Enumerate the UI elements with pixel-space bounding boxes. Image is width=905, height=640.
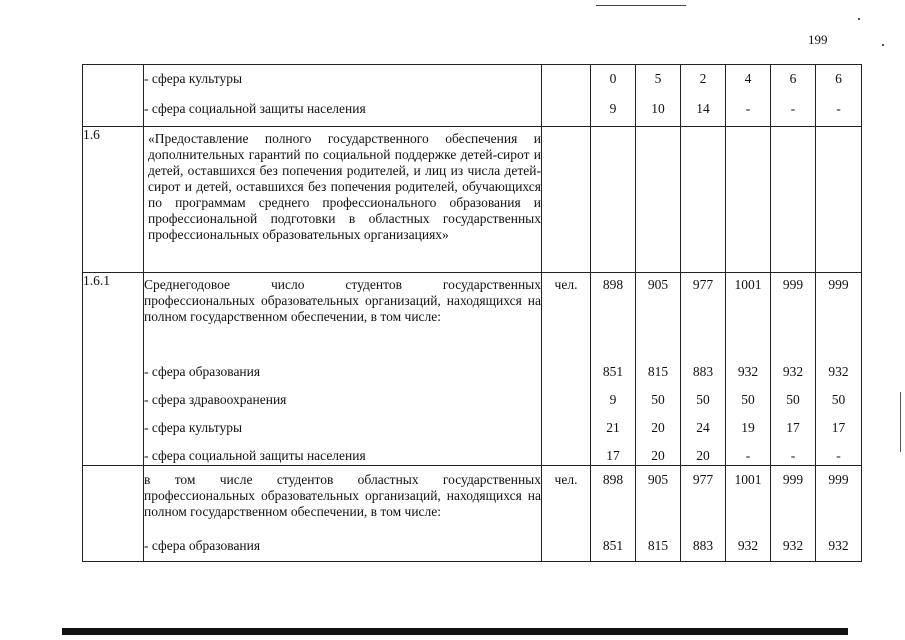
value-cell: 898 851 9 21 17: [591, 273, 636, 466]
value-cell: 6 -: [771, 65, 816, 127]
row-number: [83, 466, 144, 562]
value-cell: 905 815 50 20 20: [636, 273, 681, 466]
value-cell: 1001 932 50 19 -: [726, 273, 771, 466]
row-number: 1.6: [83, 127, 144, 273]
unit-cell: чел.: [542, 466, 591, 562]
value-cell: [591, 127, 636, 273]
value-cell: [681, 127, 726, 273]
table-row: [83, 127, 862, 273]
row-number: [83, 65, 144, 127]
value-cell: [726, 127, 771, 273]
row-text: [144, 65, 542, 127]
indicators-table: [82, 64, 862, 562]
value-cell: 905 815: [636, 466, 681, 562]
indicator-description: Среднегодовое число студентов государственных профессиональных образовательных организаций, находящихся на полном государственном обеспечении, в том числе:: [144, 277, 541, 324]
value-cell: 0 9: [591, 65, 636, 127]
top-rule: [596, 5, 686, 6]
value-cell: 898 851: [591, 466, 636, 562]
unit-cell: чел.: [542, 273, 591, 466]
value-cell: 2 14: [681, 65, 726, 127]
value-cell: 5 10: [636, 65, 681, 127]
value-cell: 977 883 50 24 20: [681, 273, 726, 466]
value-cell: 4 -: [726, 65, 771, 127]
table-row: [83, 466, 862, 562]
value-cell: 999 932 50 17 -: [771, 273, 816, 466]
page-number: 199: [808, 32, 828, 47]
unit-cell: [542, 65, 591, 127]
value-cell: 1001 932: [726, 466, 771, 562]
table-row: [83, 65, 862, 127]
unit-cell: [542, 127, 591, 273]
value-cell: [771, 127, 816, 273]
line-label: - сфера здравоохранения: [144, 392, 287, 407]
indicator-description: в том числе студентов областных государственных профессиональных образовательных организаций, находящихся на полном государственном обеспечении, в том числе:: [144, 472, 541, 519]
value-cell: [636, 127, 681, 273]
value-cell: 999 932 50 17 -: [816, 273, 862, 466]
row-text: [144, 466, 542, 562]
scan-speck: [882, 44, 884, 46]
scan-speck: [858, 18, 860, 20]
line-label: - сфера образования: [144, 364, 261, 379]
line-label: - сфера культуры: [144, 71, 243, 86]
line-label: - сфера образования: [144, 538, 261, 553]
scan-speck: [900, 392, 901, 452]
line-label: - сфера культуры: [144, 420, 243, 435]
value-cell: 6 -: [816, 65, 862, 127]
value-cell: [816, 127, 862, 273]
row-text: [144, 273, 542, 466]
line-label: - сфера социальной защиты населения: [144, 101, 366, 116]
line-label: - сфера социальной защиты населения: [144, 448, 366, 463]
scan-edge-bar: [62, 628, 848, 635]
value-cell: 999 932: [816, 466, 862, 562]
section-heading: «Предоставление полного государственного обеспечения и дополнительных гарантий по социальной поддержке детей-сирот и детей, оставшихся без попечения родителей, и лиц из числа детей-сирот и детей, оставшихся без попечения родителей, обучающихся по программам среднего профессионального образования и профессиональной подготовки в областных государственных профессиональных образовательных организациях»: [144, 127, 542, 273]
value-cell: 977 883: [681, 466, 726, 562]
row-number: 1.6.1: [83, 273, 144, 466]
table-row: [83, 273, 862, 466]
value-cell: 999 932: [771, 466, 816, 562]
